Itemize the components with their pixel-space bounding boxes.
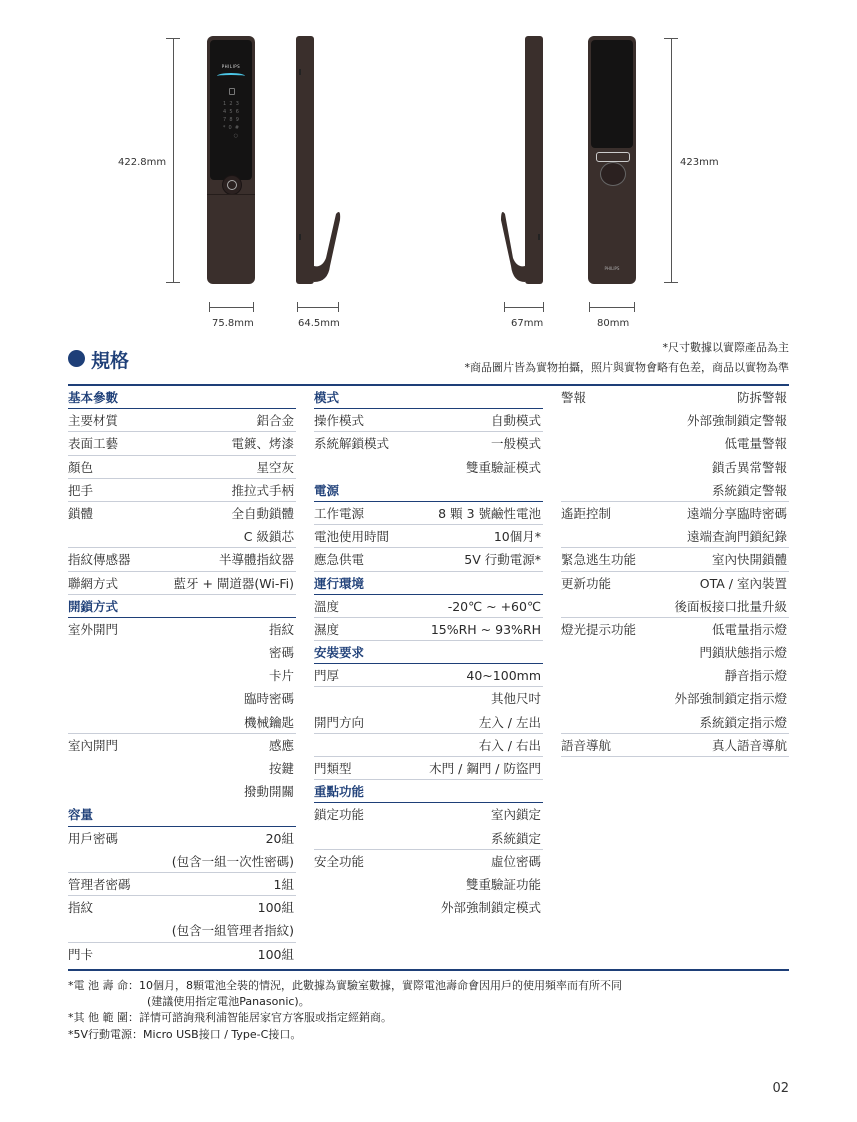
note-dimensions: *尺寸數據以實際產品為主 <box>662 341 789 354</box>
spec-row <box>68 502 296 525</box>
spec-value: 後面板接口批量升級 <box>674 598 787 614</box>
back-battery-panel <box>591 40 633 148</box>
spec-label: 指紋傳感器 <box>68 552 131 568</box>
spec-section-heading <box>68 803 296 826</box>
spec-value: 密碼 <box>268 645 294 661</box>
spec-row <box>68 827 296 850</box>
spec-value: 低電量指示燈 <box>711 621 787 637</box>
spec-label: 電池使用時間 <box>314 529 390 545</box>
spec-value: 真人語音導航 <box>711 737 787 753</box>
spec-section-heading <box>314 386 543 409</box>
spec-value: 外部強制鎖定模式 <box>440 900 541 916</box>
spec-row <box>68 757 296 780</box>
spec-column-2 <box>314 386 543 919</box>
footnote-power-text: Micro USB接口 / Type-C接口。 <box>143 1028 302 1041</box>
spec-value: 機械鑰匙 <box>243 714 294 730</box>
spec-value: (包含一組管理者指紋) <box>171 923 294 939</box>
spec-row <box>561 595 789 618</box>
spec-value: 遠端查詢門鎖紀錄 <box>686 529 787 545</box>
spec-value: 1組 <box>273 876 294 892</box>
dim-front-height: 422.8mm <box>118 157 167 168</box>
spec-label: 安全功能 <box>314 853 365 869</box>
card-reader-icon <box>229 88 235 95</box>
knob-icon <box>600 162 626 186</box>
spec-label: 鎖定功能 <box>314 807 365 823</box>
spec-value: 左入 / 左出 <box>478 714 541 730</box>
spec-row <box>561 432 789 455</box>
spec-row <box>68 873 296 896</box>
spec-value: 藍牙 + 閘道器(Wi-Fi) <box>173 575 294 591</box>
spec-value: 遠端分享臨時密碼 <box>686 505 787 521</box>
spec-label: 用戶密碼 <box>68 830 119 846</box>
footnote-power-label: *5V行動電源： <box>68 1028 144 1041</box>
spec-value: 右入 / 右出 <box>478 737 541 753</box>
spec-row <box>68 734 296 757</box>
fingerprint-sensor-icon <box>222 175 242 195</box>
spec-value: 外部強制鎖定指示燈 <box>674 691 787 707</box>
spec-value: 臨時密碼 <box>243 691 294 707</box>
spec-row <box>561 525 789 548</box>
spec-label: 緊急逃生功能 <box>561 552 637 568</box>
spec-label: 燈光提示功能 <box>561 621 637 637</box>
spec-value: 10個月* <box>493 529 541 545</box>
spec-label: 更新功能 <box>561 575 612 591</box>
spec-label: 門卡 <box>68 946 94 962</box>
spec-row <box>314 896 543 919</box>
back-buttons-icon <box>596 152 630 162</box>
spec-row <box>68 919 296 942</box>
spec-label: 溫度 <box>314 598 340 614</box>
spec-value: 外部強制鎖定警報 <box>686 413 787 429</box>
spec-label: 把手 <box>68 482 94 498</box>
spec-value: C 級鎖芯 <box>243 529 294 545</box>
spec-section-heading <box>314 780 543 803</box>
spec-value: 5V 行動電源* <box>464 552 541 568</box>
spec-label: 應急供電 <box>314 552 365 568</box>
spec-row <box>561 456 789 479</box>
section-heading-label: 開鎖方式 <box>68 598 119 614</box>
spec-value: 按鍵 <box>268 761 294 776</box>
spec-row <box>68 896 296 919</box>
spec-row <box>314 664 543 687</box>
spec-value: 電鍍、烤漆 <box>231 436 294 452</box>
note-photo: *商品圖片皆為實物拍攝，照片與實物會略有色差，商品以實物為準 <box>464 361 789 374</box>
side-handle-right <box>497 36 545 286</box>
spec-value: 指紋 <box>268 621 294 637</box>
dim-side2-width-line <box>504 307 543 308</box>
table-bottom-rule <box>68 969 789 971</box>
section-heading-label: 安裝要求 <box>314 645 365 661</box>
spec-row <box>314 734 543 757</box>
page-number: 02 <box>772 1081 789 1096</box>
section-heading-label: 重點功能 <box>314 784 365 800</box>
spec-column-1 <box>68 386 296 966</box>
spec-label: 鎖體 <box>68 505 94 521</box>
dim-back-width-line <box>589 307 634 308</box>
spec-value: 其他尺吋 <box>490 691 541 707</box>
spec-section-heading <box>314 479 543 502</box>
section-heading-label: 基本參數 <box>68 390 119 405</box>
spec-label: 開門方向 <box>314 714 365 730</box>
dim-back-width: 80mm <box>597 318 630 329</box>
spec-row <box>68 572 296 595</box>
side-handle-left <box>296 36 356 286</box>
spec-label: 系統解鎖模式 <box>314 436 390 452</box>
spec-label: 操作模式 <box>314 413 365 429</box>
spec-value: 防拆警報 <box>736 390 787 405</box>
spec-label: 濕度 <box>314 621 340 637</box>
spec-row <box>314 502 543 525</box>
spec-value: 撥動開關 <box>243 784 294 800</box>
spec-row <box>314 456 543 479</box>
spec-value: 20組 <box>265 830 294 846</box>
spec-row <box>561 479 789 502</box>
section-bullet-icon <box>68 350 85 367</box>
spec-row <box>314 595 543 618</box>
dim-side2-width: 67mm <box>511 318 544 329</box>
spec-label: 工作電源 <box>314 505 365 521</box>
spec-row <box>314 548 543 571</box>
spec-column-3 <box>561 386 789 757</box>
spec-row <box>314 409 543 432</box>
dim-line-right <box>671 38 672 282</box>
spec-row <box>561 687 789 710</box>
spec-row <box>68 456 296 479</box>
spec-section-heading <box>314 572 543 595</box>
spec-value: 低電量警報 <box>724 436 787 452</box>
section-heading-label: 電源 <box>314 482 340 498</box>
footnote-battery-label: *電 池 壽 命： <box>68 979 139 992</box>
footnote-other-text: 詳情可諮詢飛利浦智能居家官方客服或指定經銷商。 <box>139 1011 392 1024</box>
spec-row <box>68 664 296 687</box>
spec-label: 門類型 <box>314 761 352 776</box>
spec-row <box>561 711 789 734</box>
spec-label: 指紋 <box>68 900 94 916</box>
spec-value: 系統鎖定指示燈 <box>699 714 787 730</box>
spec-row <box>314 687 543 710</box>
spec-value: 15%RH ~ 93%RH <box>430 621 541 637</box>
spec-title: 規格 <box>91 350 130 372</box>
spec-row <box>68 432 296 455</box>
spec-value: 100組 <box>257 900 294 916</box>
spec-value: 鎖舌異常警報 <box>711 459 787 475</box>
spec-row <box>561 548 789 571</box>
spec-value: 雙重驗証模式 <box>465 459 541 475</box>
spec-value: 虛位密碼 <box>490 853 541 869</box>
section-heading-label: 模式 <box>314 390 340 405</box>
spec-value: OTA / 室內裝置 <box>699 575 787 591</box>
spec-row <box>314 803 543 826</box>
spec-row <box>561 409 789 432</box>
spec-row <box>68 618 296 641</box>
dim-side-width-line <box>297 307 338 308</box>
spec-value: 全自動鎖體 <box>231 505 294 521</box>
spec-label: 語音導航 <box>561 737 612 753</box>
spec-value: 雙重驗証功能 <box>465 876 541 892</box>
dim-front-width-line <box>209 307 253 308</box>
spec-row <box>561 618 789 641</box>
spec-label: 主要材質 <box>68 413 119 429</box>
dim-back-height: 423mm <box>680 157 719 168</box>
spec-value: 鋁合金 <box>256 413 294 429</box>
spec-row <box>561 502 789 525</box>
footnote-power <box>68 1026 301 1042</box>
light-strip-icon <box>217 73 245 79</box>
spec-row <box>314 757 543 780</box>
spec-value: 半導體指紋器 <box>218 552 294 568</box>
spec-value: 8 顆 3 號鹼性電池 <box>438 505 541 521</box>
spec-value: 系統鎖定警報 <box>711 482 787 498</box>
spec-row <box>314 618 543 641</box>
front-glass-panel <box>210 40 252 180</box>
spec-label: 表面工藝 <box>68 436 119 452</box>
spec-row <box>68 525 296 548</box>
lock-back-view <box>588 36 636 284</box>
spec-row <box>314 850 543 873</box>
spec-value: 靜音指示燈 <box>724 668 787 684</box>
handle-seam <box>207 194 255 195</box>
spec-row <box>314 827 543 850</box>
spec-row <box>68 687 296 710</box>
spec-value: 卡片 <box>268 668 294 684</box>
footnote-battery-2: (建議使用指定電池Panasonic)。 <box>147 995 310 1008</box>
back-logo: PHILIPS <box>604 266 620 271</box>
spec-value: (包含一組一次性密碼) <box>171 853 294 869</box>
spec-label: 聯網方式 <box>68 575 119 591</box>
spec-row <box>68 780 296 803</box>
spec-label: 顏色 <box>68 459 94 475</box>
spec-label: 遙距控制 <box>561 505 612 521</box>
dim-line-left <box>173 38 174 282</box>
brand-logo: PHILIPS <box>221 64 241 69</box>
spec-value: 門鎖狀態指示燈 <box>699 645 787 661</box>
dim-front-width: 75.8mm <box>212 318 254 329</box>
spec-value: -20℃ ~ +60℃ <box>447 598 541 614</box>
spec-row <box>68 548 296 571</box>
lock-front-view <box>207 36 255 284</box>
spec-label: 門厚 <box>314 668 340 684</box>
spec-row <box>314 432 543 455</box>
spec-row <box>68 850 296 873</box>
dim-side-width: 64.5mm <box>298 318 340 329</box>
spec-value: 室內鎖定 <box>490 807 541 823</box>
dim-tick-bottom <box>166 282 180 283</box>
spec-value: 星空灰 <box>256 459 294 475</box>
footnote-battery <box>68 977 622 993</box>
footnote-battery-text: 10個月，8顆電池全裝的情況，此數據為實驗室數據，實際電池壽命會因用戶的使用頻率而有所不同 <box>139 979 622 992</box>
spec-label: 室外開門 <box>68 621 119 637</box>
spec-row <box>561 664 789 687</box>
spec-row <box>68 711 296 734</box>
section-heading-label: 運行環境 <box>314 575 365 591</box>
spec-value: 系統鎖定 <box>490 830 541 846</box>
spec-row <box>68 409 296 432</box>
spec-value: 感應 <box>268 737 294 753</box>
dim-tick-bottom-right <box>664 282 678 283</box>
spec-value: 推拉式手柄 <box>231 482 294 498</box>
keypad-icon: 1 2 3 4 5 6 7 8 9 * 0 # ○ <box>222 101 240 139</box>
footnote-other <box>68 1009 392 1025</box>
section-heading-label: 容量 <box>68 807 94 823</box>
footnote-other-label: *其 他 範 圍： <box>68 1011 139 1024</box>
spec-value: 100組 <box>257 946 294 962</box>
spec-value: 室內快開鎖體 <box>711 552 787 568</box>
spec-label: 警報 <box>561 390 587 405</box>
spec-value: 自動模式 <box>490 413 541 429</box>
spec-value: 一般模式 <box>490 436 541 452</box>
spec-row <box>561 734 789 757</box>
spec-row <box>561 641 789 664</box>
spec-label: 管理者密碼 <box>68 876 131 892</box>
spec-row <box>561 386 789 409</box>
spec-row <box>561 572 789 595</box>
spec-value: 木門 / 鋼門 / 防盜門 <box>429 761 541 776</box>
spec-section-heading <box>68 386 296 409</box>
spec-row <box>314 873 543 896</box>
spec-row <box>68 943 296 966</box>
spec-row <box>68 641 296 664</box>
spec-section-heading <box>68 595 296 618</box>
spec-section-heading <box>314 641 543 664</box>
spec-value: 40~100mm <box>466 668 541 684</box>
spec-label: 室內開門 <box>68 737 119 753</box>
spec-row <box>314 711 543 734</box>
spec-row <box>314 525 543 548</box>
spec-row <box>68 479 296 502</box>
